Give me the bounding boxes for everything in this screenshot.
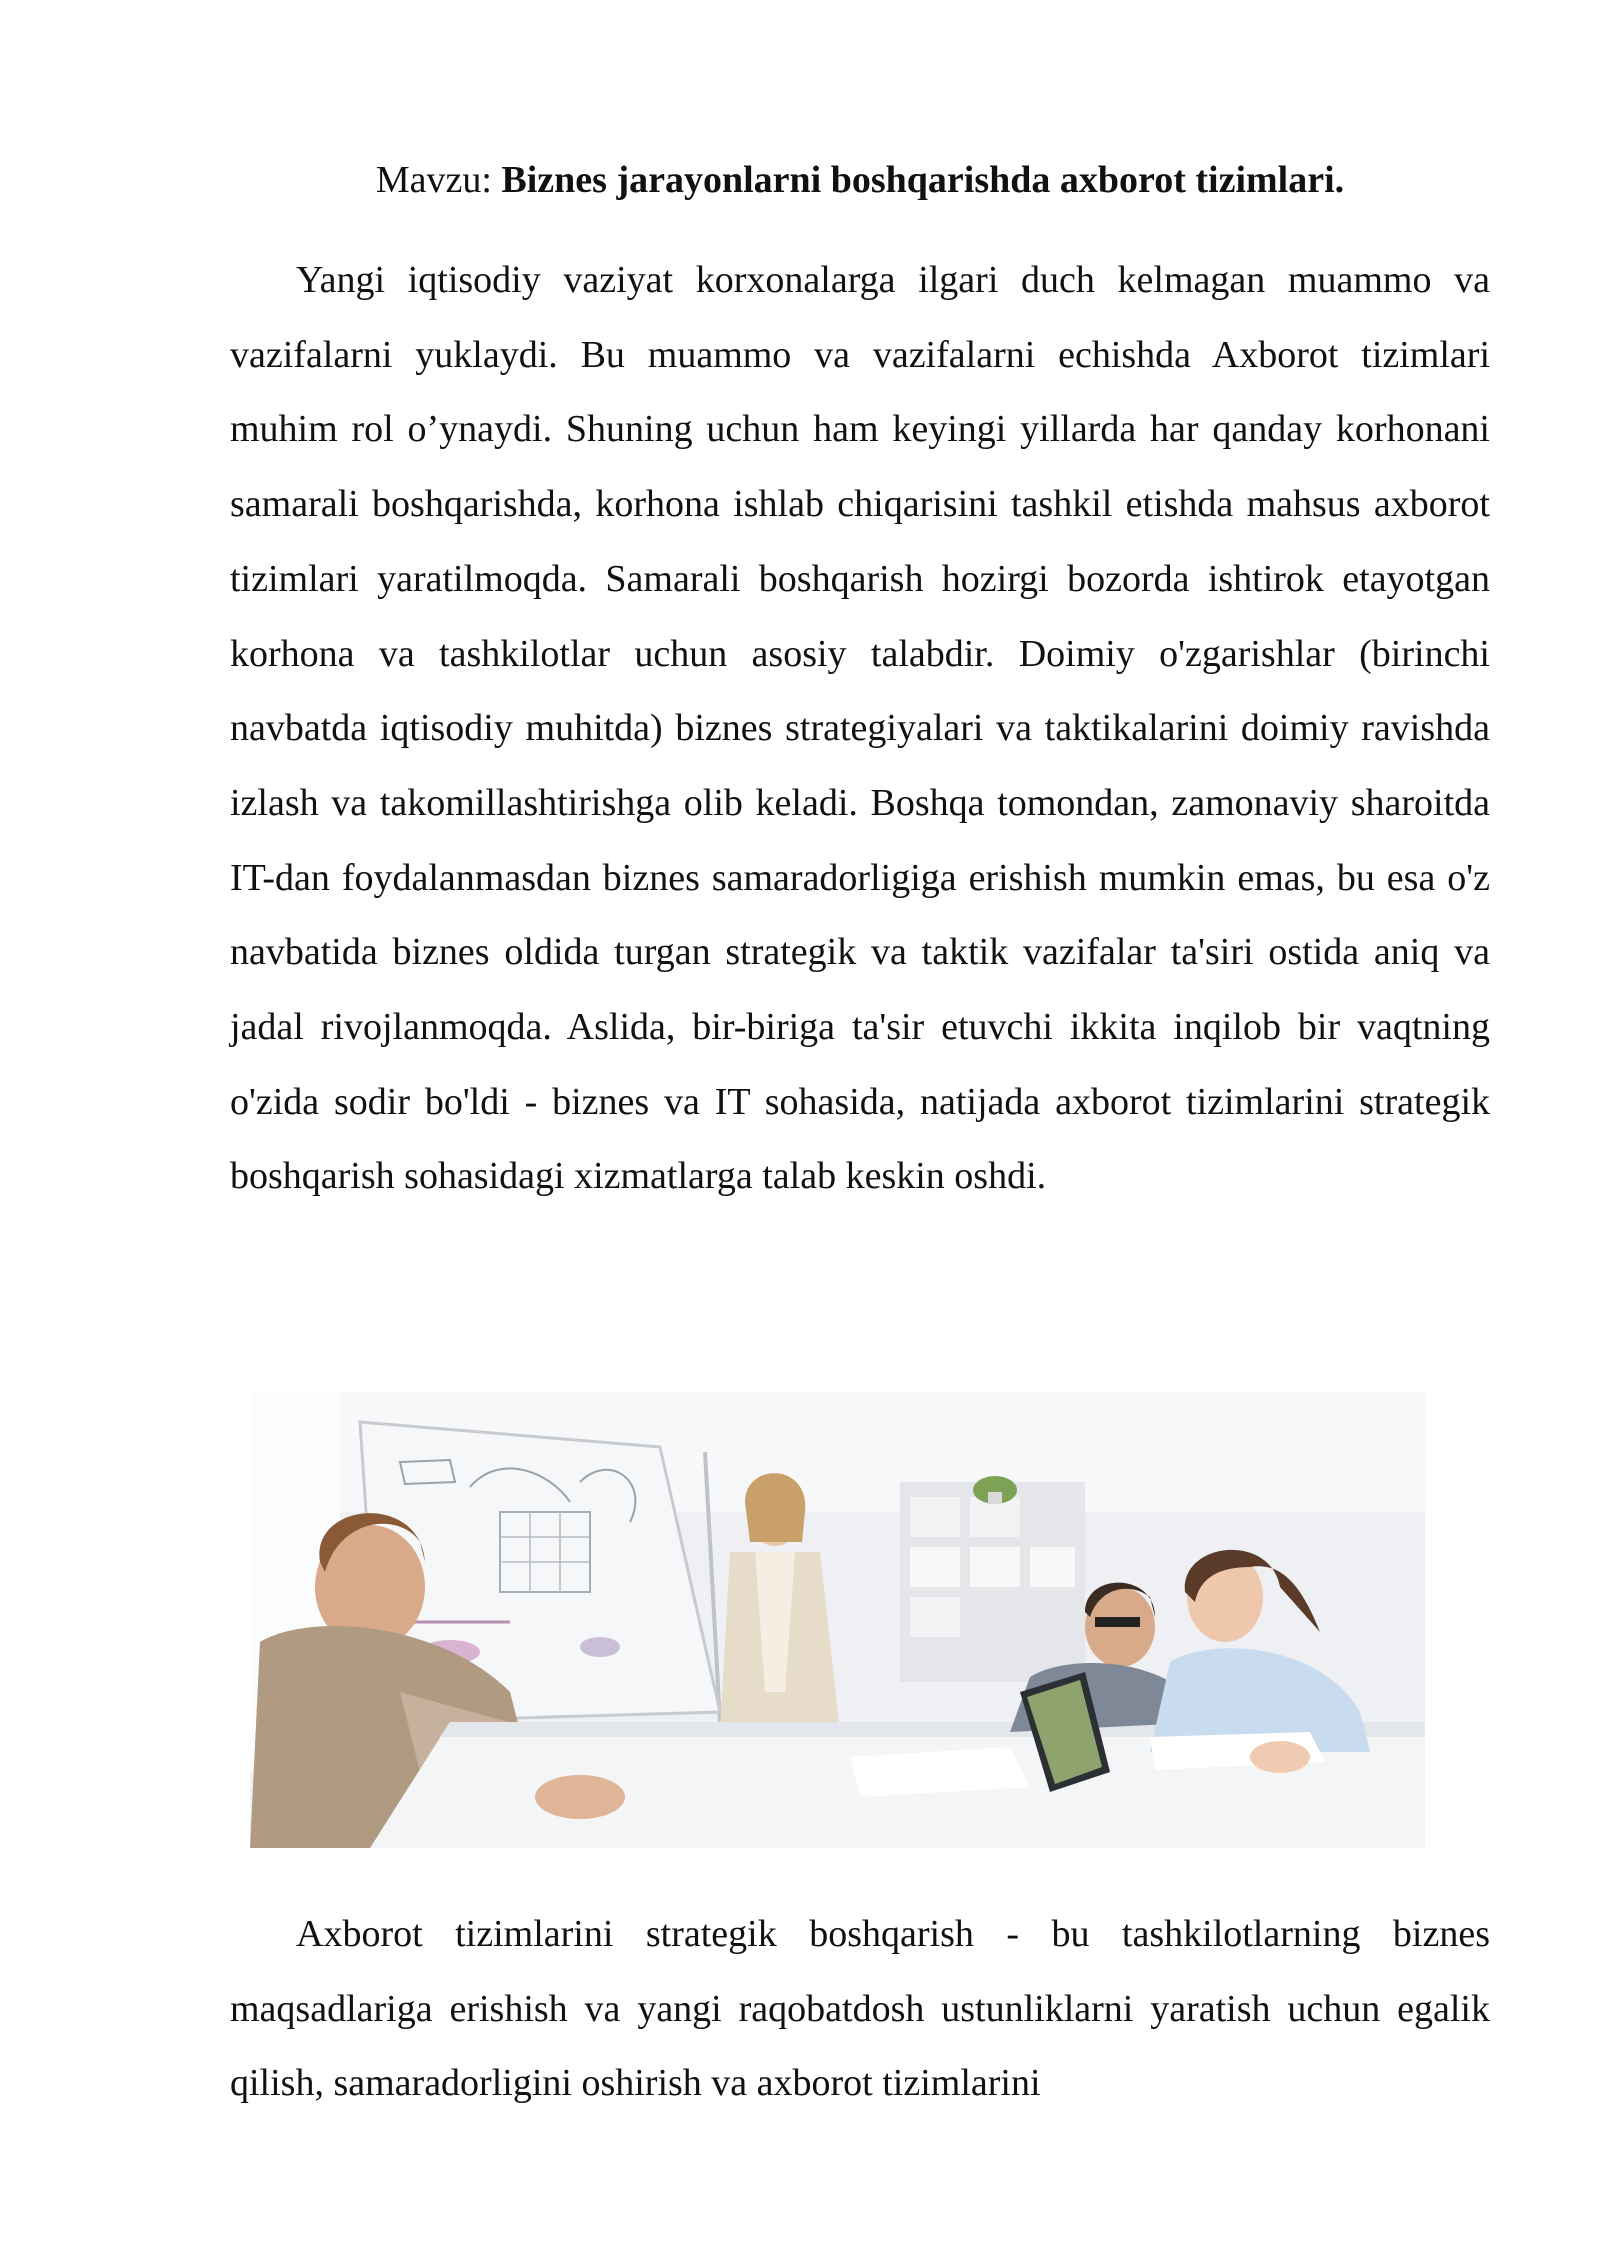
body-paragraph-2: Axborot tizimlarini strategik boshqarish - bu tashkilotlarning biznes maqsadlariga erishish va yangi raqobatdosh ustunliklarni yaratish uchun egalik qilish, samaradorligini oshirish va axborot tizimlarini <box>230 1913 1490 2105</box>
document-title <box>230 150 1490 210</box>
meeting-photo <box>250 1392 1425 1848</box>
body-paragraph-1: Yangi iqtisodiy vaziyat korxonalarga ilgari duch kelmagan muammo va vazifalarni yuklaydi. Bu muammo va vazifalarni echishda Axborot tizimlari muhim rol o’ynaydi. Shuning uchun ham keyingi yillarda har qanday korhonani samarali boshqarishda, korhona ishlab chiqarisini tashkil etishda mahsus axborot tizimlari yaratilmoqda. Samarali boshqarish hozirgi bozorda ishtirok etayotgan korhona va tashkilotlar uchun asosiy talabdir. Doimiy o'zgarishlar (birinchi navbatda iqtisodiy muhitda) biznes strategiyalari va taktikalarini doimiy ravishda izlash va takomillashtirishga olib keladi. Boshqa tomondan, zamonaviy sharoitda IT-dan foydalanmasdan biznes samaradorligiga erishish mumkin emas, bu esa o'z navbatida biznes oldida turgan strategik va taktik vazifalar ta'siri ostida aniq va jadal rivojlanmoqda. Aslida, bir-biriga ta'sir etuvchi ikkita inqilob bir vaqtning o'zida sodir bo'ldi - biznes va IT sohasida, natijada axborot tizimlarini strategik boshqarish sohasidagi xizmatlarga talab keskin oshdi. <box>230 259 1490 1198</box>
title-topic: Biznes jarayonlarni boshqarishda axborot tizimlari. <box>501 159 1345 201</box>
title-prefix: Mavzu: <box>375 159 502 201</box>
